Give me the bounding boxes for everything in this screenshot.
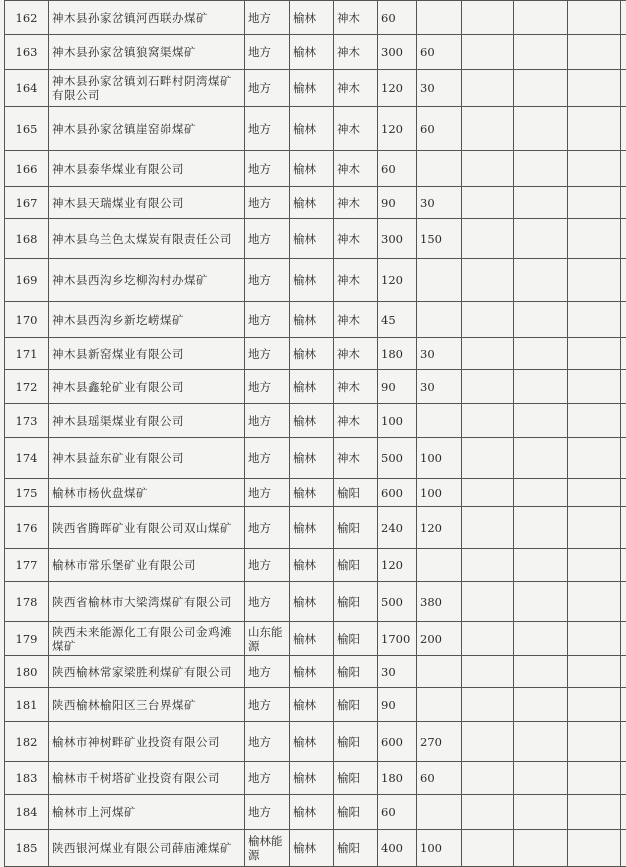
cell-type: 地方 xyxy=(245,479,290,507)
cell-type: 地方 xyxy=(245,438,290,479)
cell-type: 地方 xyxy=(245,507,290,549)
cell-no: 183 xyxy=(5,762,49,795)
table-row xyxy=(5,722,626,762)
cell-empty xyxy=(568,507,621,549)
cell-empty xyxy=(621,656,626,688)
cell-type: 地方 xyxy=(245,187,290,219)
cell-cap: 60 xyxy=(378,1,417,35)
cell-cap2: 60 xyxy=(417,35,462,70)
cell-city: 榆林 xyxy=(290,582,334,622)
cell-empty xyxy=(621,70,626,107)
cell-empty xyxy=(568,338,621,370)
cell-empty xyxy=(514,259,568,302)
table-row xyxy=(5,35,626,70)
cell-no: 177 xyxy=(5,549,49,582)
cell-no: 163 xyxy=(5,35,49,70)
cell-name: 神木县西沟乡新圪崂煤矿 xyxy=(49,302,245,338)
cell-empty xyxy=(462,795,514,830)
cell-empty xyxy=(462,302,514,338)
cell-city: 榆林 xyxy=(290,187,334,219)
cell-empty xyxy=(621,830,626,867)
cell-county: 神木 xyxy=(334,107,378,151)
cell-name: 陕西未来能源化工有限公司金鸡滩煤矿 xyxy=(49,622,245,656)
cell-no: 173 xyxy=(5,404,49,438)
cell-name: 神木县天瑞煤业有限公司 xyxy=(49,187,245,219)
cell-cap2 xyxy=(417,302,462,338)
cell-county: 神木 xyxy=(334,338,378,370)
cell-cap2 xyxy=(417,656,462,688)
cell-name: 神木县益东矿业有限公司 xyxy=(49,438,245,479)
table-row xyxy=(5,1,626,35)
cell-type: 地方 xyxy=(245,795,290,830)
cell-empty xyxy=(514,35,568,70)
cell-empty xyxy=(514,479,568,507)
cell-type: 地方 xyxy=(245,70,290,107)
cell-empty xyxy=(462,1,514,35)
cell-no: 175 xyxy=(5,479,49,507)
cell-county: 神木 xyxy=(334,438,378,479)
cell-empty xyxy=(621,479,626,507)
cell-empty xyxy=(462,722,514,762)
table-row xyxy=(5,479,626,507)
cell-name: 榆林市杨伙盘煤矿 xyxy=(49,479,245,507)
cell-empty xyxy=(621,438,626,479)
cell-name: 神木县西沟乡圪柳沟村办煤矿 xyxy=(49,259,245,302)
cell-empty xyxy=(462,549,514,582)
cell-empty xyxy=(514,795,568,830)
cell-cap2 xyxy=(417,688,462,722)
cell-county: 榆阳 xyxy=(334,656,378,688)
table-row xyxy=(5,70,626,107)
cell-empty xyxy=(568,259,621,302)
cell-cap: 45 xyxy=(378,302,417,338)
cell-empty xyxy=(621,151,626,187)
cell-city: 榆林 xyxy=(290,404,334,438)
cell-cap2: 100 xyxy=(417,438,462,479)
cell-empty xyxy=(514,338,568,370)
cell-cap2: 30 xyxy=(417,70,462,107)
cell-city: 榆林 xyxy=(290,151,334,187)
cell-type: 地方 xyxy=(245,549,290,582)
cell-cap: 400 xyxy=(378,830,417,867)
cell-city: 榆林 xyxy=(290,370,334,404)
cell-no: 179 xyxy=(5,622,49,656)
coal-mine-table xyxy=(4,0,626,867)
cell-city: 榆林 xyxy=(290,438,334,479)
cell-type: 地方 xyxy=(245,370,290,404)
cell-name: 榆林市常乐堡矿业有限公司 xyxy=(49,549,245,582)
cell-empty xyxy=(514,549,568,582)
cell-name: 神木县孙家岔镇刘石畔村阴湾煤矿有限公司 xyxy=(49,70,245,107)
cell-empty xyxy=(568,438,621,479)
cell-empty xyxy=(514,622,568,656)
cell-county: 神木 xyxy=(334,259,378,302)
cell-no: 162 xyxy=(5,1,49,35)
cell-empty xyxy=(514,722,568,762)
cell-cap: 90 xyxy=(378,688,417,722)
cell-empty xyxy=(621,1,626,35)
table-row xyxy=(5,219,626,259)
cell-empty xyxy=(462,338,514,370)
cell-name: 陕西榆林榆阳区三台界煤矿 xyxy=(49,688,245,722)
cell-cap: 500 xyxy=(378,582,417,622)
cell-name: 陕西省腾晖矿业有限公司双山煤矿 xyxy=(49,507,245,549)
cell-empty xyxy=(568,187,621,219)
cell-type: 地方 xyxy=(245,219,290,259)
table-row xyxy=(5,622,626,656)
cell-no: 185 xyxy=(5,830,49,867)
table-row xyxy=(5,259,626,302)
cell-cap2: 150 xyxy=(417,219,462,259)
cell-empty xyxy=(621,622,626,656)
cell-cap: 100 xyxy=(378,404,417,438)
cell-cap: 180 xyxy=(378,762,417,795)
cell-empty xyxy=(514,507,568,549)
cell-no: 184 xyxy=(5,795,49,830)
cell-empty xyxy=(514,107,568,151)
cell-cap2: 200 xyxy=(417,622,462,656)
cell-type: 山东能源 xyxy=(245,622,290,656)
table-row xyxy=(5,582,626,622)
cell-empty xyxy=(568,35,621,70)
cell-no: 180 xyxy=(5,656,49,688)
cell-empty xyxy=(621,219,626,259)
cell-empty xyxy=(568,622,621,656)
cell-county: 榆阳 xyxy=(334,479,378,507)
cell-empty xyxy=(462,762,514,795)
cell-no: 168 xyxy=(5,219,49,259)
cell-no: 164 xyxy=(5,70,49,107)
cell-empty xyxy=(514,219,568,259)
cell-empty xyxy=(621,762,626,795)
cell-county: 神木 xyxy=(334,302,378,338)
cell-empty xyxy=(514,656,568,688)
cell-empty xyxy=(621,302,626,338)
cell-cap2: 30 xyxy=(417,370,462,404)
cell-empty xyxy=(462,70,514,107)
cell-empty xyxy=(568,70,621,107)
cell-county: 榆阳 xyxy=(334,622,378,656)
cell-empty xyxy=(514,762,568,795)
table-row xyxy=(5,187,626,219)
table-row xyxy=(5,107,626,151)
cell-no: 170 xyxy=(5,302,49,338)
cell-cap2 xyxy=(417,404,462,438)
cell-cap: 90 xyxy=(378,370,417,404)
cell-empty xyxy=(462,187,514,219)
cell-cap: 60 xyxy=(378,151,417,187)
table-row xyxy=(5,549,626,582)
cell-city: 榆林 xyxy=(290,656,334,688)
cell-empty xyxy=(568,370,621,404)
cell-no: 167 xyxy=(5,187,49,219)
cell-empty xyxy=(462,830,514,867)
cell-county: 榆阳 xyxy=(334,722,378,762)
cell-cap2: 100 xyxy=(417,830,462,867)
cell-county: 神木 xyxy=(334,219,378,259)
cell-empty xyxy=(568,1,621,35)
table-row xyxy=(5,404,626,438)
cell-empty xyxy=(621,507,626,549)
cell-city: 榆林 xyxy=(290,762,334,795)
cell-no: 172 xyxy=(5,370,49,404)
cell-empty xyxy=(621,688,626,722)
cell-empty xyxy=(462,107,514,151)
cell-name: 神木县鑫轮矿业有限公司 xyxy=(49,370,245,404)
cell-empty xyxy=(462,370,514,404)
cell-type: 地方 xyxy=(245,656,290,688)
cell-empty xyxy=(621,404,626,438)
table-row xyxy=(5,830,626,867)
cell-empty xyxy=(621,549,626,582)
cell-name: 神木县孙家岔镇狼窝渠煤矿 xyxy=(49,35,245,70)
cell-empty xyxy=(568,830,621,867)
cell-type: 地方 xyxy=(245,688,290,722)
cell-type: 地方 xyxy=(245,338,290,370)
cell-type: 榆林能源 xyxy=(245,830,290,867)
cell-cap: 120 xyxy=(378,70,417,107)
cell-empty xyxy=(514,830,568,867)
cell-empty xyxy=(514,404,568,438)
cell-empty xyxy=(462,151,514,187)
cell-name: 神木县乌兰色太煤炭有限责任公司 xyxy=(49,219,245,259)
cell-type: 地方 xyxy=(245,259,290,302)
cell-empty xyxy=(568,722,621,762)
cell-cap2 xyxy=(417,795,462,830)
cell-empty xyxy=(514,1,568,35)
cell-empty xyxy=(621,107,626,151)
cell-cap: 120 xyxy=(378,549,417,582)
cell-empty xyxy=(568,107,621,151)
cell-name: 神木县孙家岔镇崖窑峁煤矿 xyxy=(49,107,245,151)
cell-empty xyxy=(462,582,514,622)
cell-empty xyxy=(621,187,626,219)
cell-empty xyxy=(514,70,568,107)
cell-city: 榆林 xyxy=(290,70,334,107)
cell-empty xyxy=(621,722,626,762)
cell-city: 榆林 xyxy=(290,1,334,35)
cell-name: 陕西省榆林市大梁湾煤矿有限公司 xyxy=(49,582,245,622)
cell-empty xyxy=(621,338,626,370)
cell-cap2 xyxy=(417,151,462,187)
cell-name: 陕西榆林常家梁胜利煤矿有限公司 xyxy=(49,656,245,688)
cell-empty xyxy=(568,795,621,830)
cell-empty xyxy=(568,582,621,622)
cell-no: 176 xyxy=(5,507,49,549)
cell-name: 神木县新窑煤业有限公司 xyxy=(49,338,245,370)
cell-city: 榆林 xyxy=(290,830,334,867)
cell-cap2: 380 xyxy=(417,582,462,622)
cell-empty xyxy=(568,302,621,338)
cell-empty xyxy=(621,370,626,404)
cell-no: 171 xyxy=(5,338,49,370)
cell-cap: 240 xyxy=(378,507,417,549)
cell-cap2: 100 xyxy=(417,479,462,507)
table-row xyxy=(5,151,626,187)
cell-cap2: 60 xyxy=(417,762,462,795)
cell-cap: 1700 xyxy=(378,622,417,656)
cell-empty xyxy=(462,656,514,688)
cell-type: 地方 xyxy=(245,151,290,187)
cell-empty xyxy=(568,479,621,507)
cell-empty xyxy=(462,622,514,656)
cell-city: 榆林 xyxy=(290,507,334,549)
cell-county: 神木 xyxy=(334,1,378,35)
cell-empty xyxy=(462,688,514,722)
cell-empty xyxy=(621,795,626,830)
cell-empty xyxy=(568,656,621,688)
cell-city: 榆林 xyxy=(290,549,334,582)
cell-empty xyxy=(621,35,626,70)
cell-type: 地方 xyxy=(245,404,290,438)
table-row xyxy=(5,370,626,404)
cell-no: 181 xyxy=(5,688,49,722)
cell-name: 榆林市上河煤矿 xyxy=(49,795,245,830)
cell-empty xyxy=(514,582,568,622)
cell-type: 地方 xyxy=(245,722,290,762)
cell-name: 陕西银河煤业有限公司薛庙滩煤矿 xyxy=(49,830,245,867)
cell-cap: 180 xyxy=(378,338,417,370)
cell-county: 神木 xyxy=(334,187,378,219)
cell-type: 地方 xyxy=(245,302,290,338)
cell-county: 神木 xyxy=(334,404,378,438)
cell-empty xyxy=(462,259,514,302)
cell-county: 神木 xyxy=(334,70,378,107)
cell-no: 165 xyxy=(5,107,49,151)
cell-city: 榆林 xyxy=(290,219,334,259)
cell-cap: 120 xyxy=(378,107,417,151)
cell-cap2: 30 xyxy=(417,338,462,370)
cell-cap2: 120 xyxy=(417,507,462,549)
cell-cap2 xyxy=(417,1,462,35)
cell-no: 166 xyxy=(5,151,49,187)
cell-empty xyxy=(568,688,621,722)
cell-name: 榆林市神树畔矿业投资有限公司 xyxy=(49,722,245,762)
cell-empty xyxy=(514,688,568,722)
cell-empty xyxy=(568,219,621,259)
cell-type: 地方 xyxy=(245,35,290,70)
cell-name: 神木县孙家岔镇河西联办煤矿 xyxy=(49,1,245,35)
cell-county: 榆阳 xyxy=(334,549,378,582)
cell-empty xyxy=(514,370,568,404)
cell-empty xyxy=(568,404,621,438)
cell-city: 榆林 xyxy=(290,722,334,762)
cell-empty xyxy=(621,582,626,622)
cell-empty xyxy=(621,259,626,302)
cell-city: 榆林 xyxy=(290,259,334,302)
cell-empty xyxy=(462,507,514,549)
cell-cap: 600 xyxy=(378,479,417,507)
cell-name: 榆林市千树塔矿业投资有限公司 xyxy=(49,762,245,795)
cell-cap2: 270 xyxy=(417,722,462,762)
cell-county: 榆阳 xyxy=(334,688,378,722)
cell-cap2 xyxy=(417,549,462,582)
cell-city: 榆林 xyxy=(290,35,334,70)
cell-empty xyxy=(462,479,514,507)
cell-cap: 600 xyxy=(378,722,417,762)
cell-cap2: 60 xyxy=(417,107,462,151)
cell-cap: 300 xyxy=(378,35,417,70)
cell-name: 神木县瑶渠煤业有限公司 xyxy=(49,404,245,438)
cell-empty xyxy=(462,219,514,259)
cell-empty xyxy=(568,762,621,795)
table-row xyxy=(5,762,626,795)
cell-county: 榆阳 xyxy=(334,762,378,795)
table-row xyxy=(5,507,626,549)
table-row xyxy=(5,338,626,370)
cell-city: 榆林 xyxy=(290,479,334,507)
cell-no: 169 xyxy=(5,259,49,302)
table-body xyxy=(5,1,626,867)
cell-empty xyxy=(462,404,514,438)
cell-county: 榆阳 xyxy=(334,507,378,549)
cell-type: 地方 xyxy=(245,762,290,795)
cell-empty xyxy=(514,187,568,219)
cell-empty xyxy=(462,438,514,479)
cell-county: 神木 xyxy=(334,370,378,404)
cell-city: 榆林 xyxy=(290,107,334,151)
cell-no: 174 xyxy=(5,438,49,479)
cell-type: 地方 xyxy=(245,107,290,151)
table-row xyxy=(5,795,626,830)
cell-type: 地方 xyxy=(245,1,290,35)
cell-cap: 500 xyxy=(378,438,417,479)
cell-cap: 120 xyxy=(378,259,417,302)
cell-empty xyxy=(568,549,621,582)
cell-empty xyxy=(514,151,568,187)
cell-county: 榆阳 xyxy=(334,795,378,830)
cell-city: 榆林 xyxy=(290,795,334,830)
cell-city: 榆林 xyxy=(290,688,334,722)
cell-city: 榆林 xyxy=(290,338,334,370)
cell-name: 神木县泰华煤业有限公司 xyxy=(49,151,245,187)
cell-empty xyxy=(514,438,568,479)
table-row xyxy=(5,688,626,722)
cell-city: 榆林 xyxy=(290,302,334,338)
cell-cap: 300 xyxy=(378,219,417,259)
table-row xyxy=(5,438,626,479)
cell-empty xyxy=(568,151,621,187)
cell-no: 178 xyxy=(5,582,49,622)
cell-cap2 xyxy=(417,259,462,302)
table-row xyxy=(5,302,626,338)
cell-county: 神木 xyxy=(334,151,378,187)
table-row xyxy=(5,656,626,688)
cell-county: 榆阳 xyxy=(334,830,378,867)
cell-county: 神木 xyxy=(334,35,378,70)
cell-city: 榆林 xyxy=(290,622,334,656)
cell-empty xyxy=(514,302,568,338)
cell-cap: 90 xyxy=(378,187,417,219)
cell-no: 182 xyxy=(5,722,49,762)
cell-empty xyxy=(462,35,514,70)
cell-cap: 30 xyxy=(378,656,417,688)
cell-type: 地方 xyxy=(245,582,290,622)
cell-cap: 60 xyxy=(378,795,417,830)
cell-cap2: 30 xyxy=(417,187,462,219)
cell-county: 榆阳 xyxy=(334,582,378,622)
